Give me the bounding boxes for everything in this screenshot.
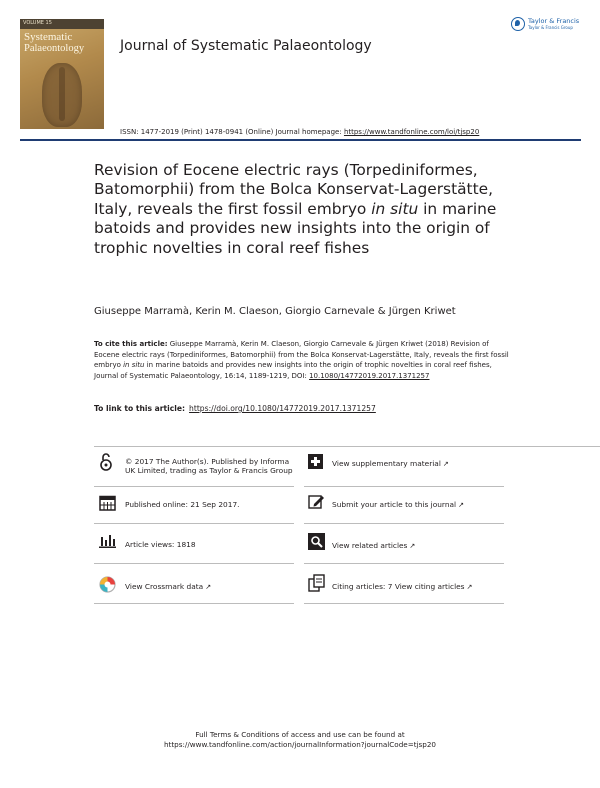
supplementary-label: View supplementary material	[332, 459, 441, 468]
cover-title-line2: Palaeontology	[24, 43, 85, 54]
citation-block	[94, 339, 510, 381]
publisher-name: Taylor & Francis	[528, 17, 580, 25]
bar-chart-icon	[99, 534, 116, 548]
terms-url-link[interactable]: https://www.tandfonline.com/action/journalInformation?journalCode=tjsp20	[163, 740, 436, 750]
published-date: Published online: 21 Sep 2017.	[125, 500, 240, 509]
grid-rule	[304, 563, 504, 564]
citing-articles-link[interactable]	[332, 582, 472, 592]
citation-doi-link[interactable]: 10.1080/14772019.2017.1371257	[309, 371, 430, 380]
article-authors: Giuseppe Marramà, Kerin M. Claeson, Giorgio Carnevale & Jürgen Kriwet	[94, 306, 456, 317]
terms-footer	[0, 730, 600, 751]
supplementary-plus-icon	[308, 454, 323, 469]
terms-line: Full Terms & Conditions of access and use can be found at	[195, 730, 405, 739]
trilobite-fossil-image	[42, 63, 82, 127]
open-access-icon	[99, 452, 113, 472]
external-link-icon: ↗	[442, 460, 449, 468]
related-articles-search-icon	[308, 533, 325, 550]
related-articles-label: View related articles	[332, 541, 408, 550]
grid-rule	[304, 523, 504, 524]
calendar-icon	[99, 494, 116, 511]
citation-italic: in situ	[123, 361, 145, 370]
external-link-icon: ↗	[458, 501, 464, 509]
grid-rule	[94, 563, 294, 564]
external-link-icon: ↗	[409, 542, 416, 550]
publisher-logo	[511, 17, 586, 35]
header-divider	[20, 139, 581, 141]
cover-title	[24, 32, 104, 54]
open-access-text: © 2017 The Author(s). Published by Informa UK Limited, trading as Taylor & Francis Group	[125, 457, 293, 475]
cover-title-line1: Systematic	[24, 31, 73, 43]
journal-name: Journal of Systematic Palaeontology	[120, 38, 372, 54]
external-link-icon: ↗	[466, 583, 473, 591]
crossmark-label: View Crossmark data	[125, 582, 204, 591]
article-title-part2: in marine batoids and provides new insights into the origin of trophic novelties in coral reef fishes	[94, 199, 497, 257]
grid-rule	[94, 603, 294, 604]
citing-articles-icon	[308, 574, 326, 592]
article-doi-link[interactable]: https://doi.org/10.1080/14772019.2017.1371257	[189, 404, 376, 413]
issn-line	[120, 128, 479, 136]
citing-articles-label: Citing articles: 7 View citing articles	[332, 582, 465, 591]
article-views: Article views: 1818	[125, 540, 196, 549]
external-link-icon: ↗	[205, 583, 212, 591]
citation-label: To cite this article:	[94, 340, 168, 348]
pencil-edit-icon	[308, 493, 325, 510]
publisher-tagline: Taylor & Francis Group	[528, 25, 573, 30]
submit-article-label: Submit your article to this journal	[332, 500, 457, 509]
article-link-label: To link to this article:	[94, 404, 186, 413]
article-link-line	[94, 404, 376, 413]
crossmark-icon	[99, 576, 116, 593]
crossmark-link[interactable]	[125, 582, 211, 592]
grid-rule	[94, 486, 294, 487]
article-title-part1: Revision of Eocene electric rays (Torpediniformes, Batomorphii) from the Bolca Konservat-Lagerstätte, Italy, reveals the first fossil embryo	[94, 161, 493, 218]
article-title	[94, 161, 524, 258]
journal-cover-image	[20, 19, 104, 129]
issn-text: ISSN: 1477-2019 (Print) 1478-0941 (Online) Journal homepage:	[120, 128, 344, 136]
journal-homepage-link[interactable]: https://www.tandfonline.com/loi/tjsp20	[343, 128, 480, 136]
publisher-logo-icon	[511, 17, 525, 31]
citation-text2: in marine batoids and provides new insights into the origin of trophic novelties in coral reef fishes, Journal of Systematic Palaeontology, 16:14, 1189-1219, DOI:	[94, 361, 492, 380]
cover-volume: VOLUME 15	[23, 20, 52, 26]
grid-rule	[94, 446, 600, 447]
supplementary-link[interactable]	[332, 459, 449, 469]
related-articles-link[interactable]	[332, 541, 415, 551]
grid-rule	[304, 486, 504, 487]
grid-rule	[94, 523, 294, 524]
article-title-italic: in situ	[371, 199, 419, 218]
submit-article-link[interactable]	[332, 500, 464, 510]
citation-text1: Giuseppe Marramà, Kerin M. Claeson, Giorgio Carnevale & Jürgen Kriwet (2018) Revision of Eocene electric rays (Torpediniformes, Batomorphii) from the Bolca Konservat-Lagerstätte, Italy, reveals the first fossil embryo	[94, 340, 509, 370]
grid-rule	[304, 603, 504, 604]
